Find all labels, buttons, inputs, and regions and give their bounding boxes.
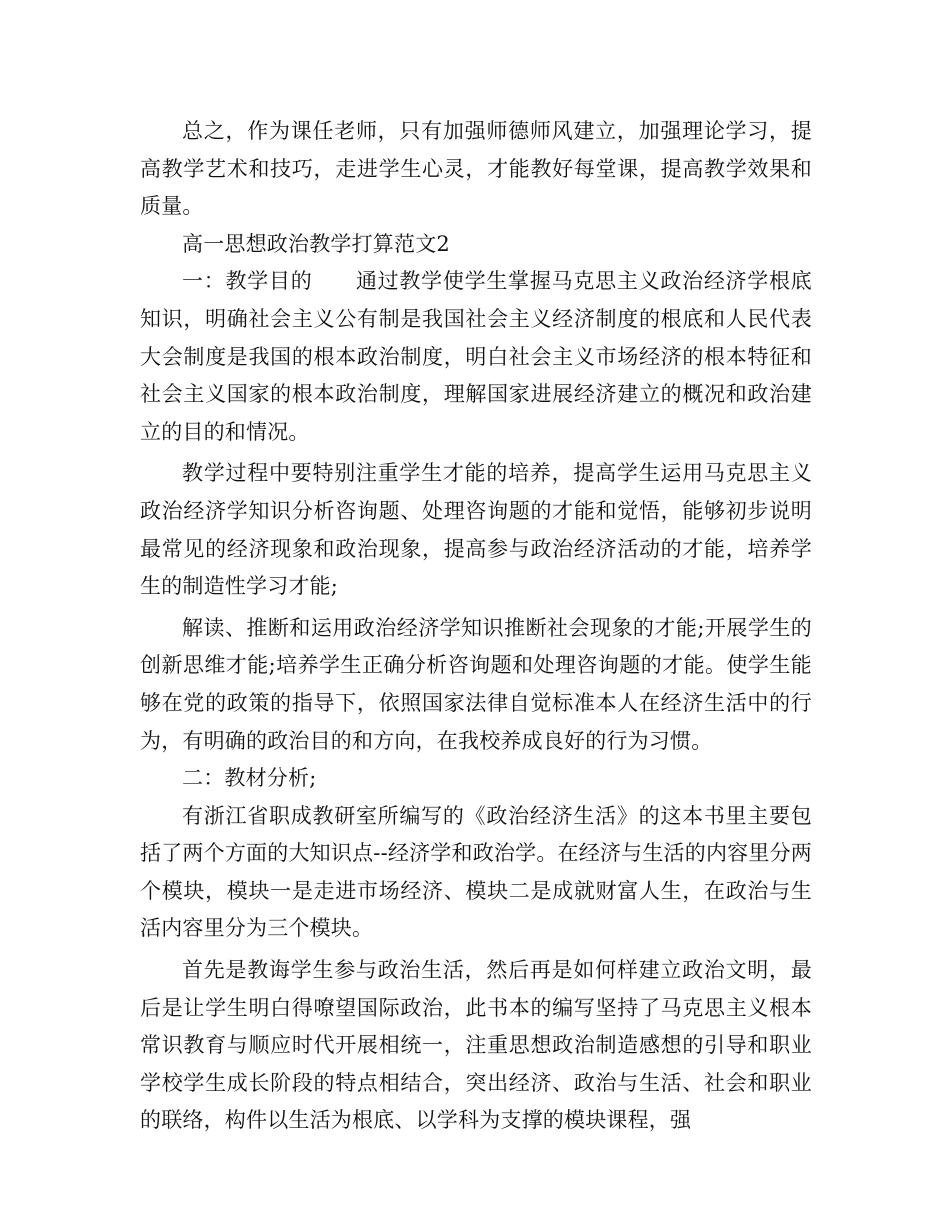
section-title: 高一思想政治教学打算范文2: [182, 231, 450, 256]
paragraph-ability-training: 教学过程中要特别注重学生才能的培养，提高学生运用马克思主义政治经济学知识分析咨询题、处理咨询题的才能和觉悟，能够初步说明最常见的经济现象和政治现象，提高参与政治经济活动的才能，培养学生的制造性学习才能;: [140, 461, 812, 599]
paragraph-textbook-approach: 首先是教诲学生参与政治生活，然后再是如何样建立政治文明，最后是让学生明白得嘹望国际政治，此书本的编写坚持了马克思主义根本常识教育与顺应时代开展相统一，注重思想政治制造感想的引导和职业学校学生成长阶段的特点相结合，突出经济、政治与生活、社会和职业的联络，构件以生活为根底、以学科为支撑的模块课程，强: [140, 958, 812, 1133]
paragraph-conclusion: 总之，作为课任老师，只有加强师德师风建立，加强理论学习，提高教学艺术和技巧，走进学生心灵，才能教好每堂课，提高教学效果和质量。: [140, 119, 812, 219]
paragraph-interpretation: 解读、推断和运用政治经济学知识推断社会现象的才能;开展学生的创新思维才能;培养学生正确分析咨询题和处理咨询题的才能。使学生能够在党的政策的指导下，依照国家法律自觉标准本人在经济生活中的行为，有明确的政治目的和方向，在我校养成良好的行为习惯。: [140, 615, 812, 753]
paragraph-teaching-goal: 一：教学目的 通过教学使学生掌握马克思主义政治经济学根底知识，明确社会主义公有制是我国社会主义经济制度的根底和人民代表大会制度是我国的根本政治制度，明白社会主义市场经济的根本特征和社会主义国家的根本政治制度，理解国家进展经济建立的概况和政治建立的目的和情况。: [140, 269, 812, 444]
paragraph-textbook-content: 有浙江省职成教研室所编写的《政治经济生活》的这本书里主要包括了两个方面的大知识点--经济学和政治学。在经济与生活的内容里分两个模块，模块一是走进市场经济、模块二是成就财富人生，在政治与生活内容里分为三个模块。: [140, 803, 812, 941]
heading-material-analysis: 二：教材分析;: [182, 766, 317, 791]
document-body: [140, 113, 812, 1140]
